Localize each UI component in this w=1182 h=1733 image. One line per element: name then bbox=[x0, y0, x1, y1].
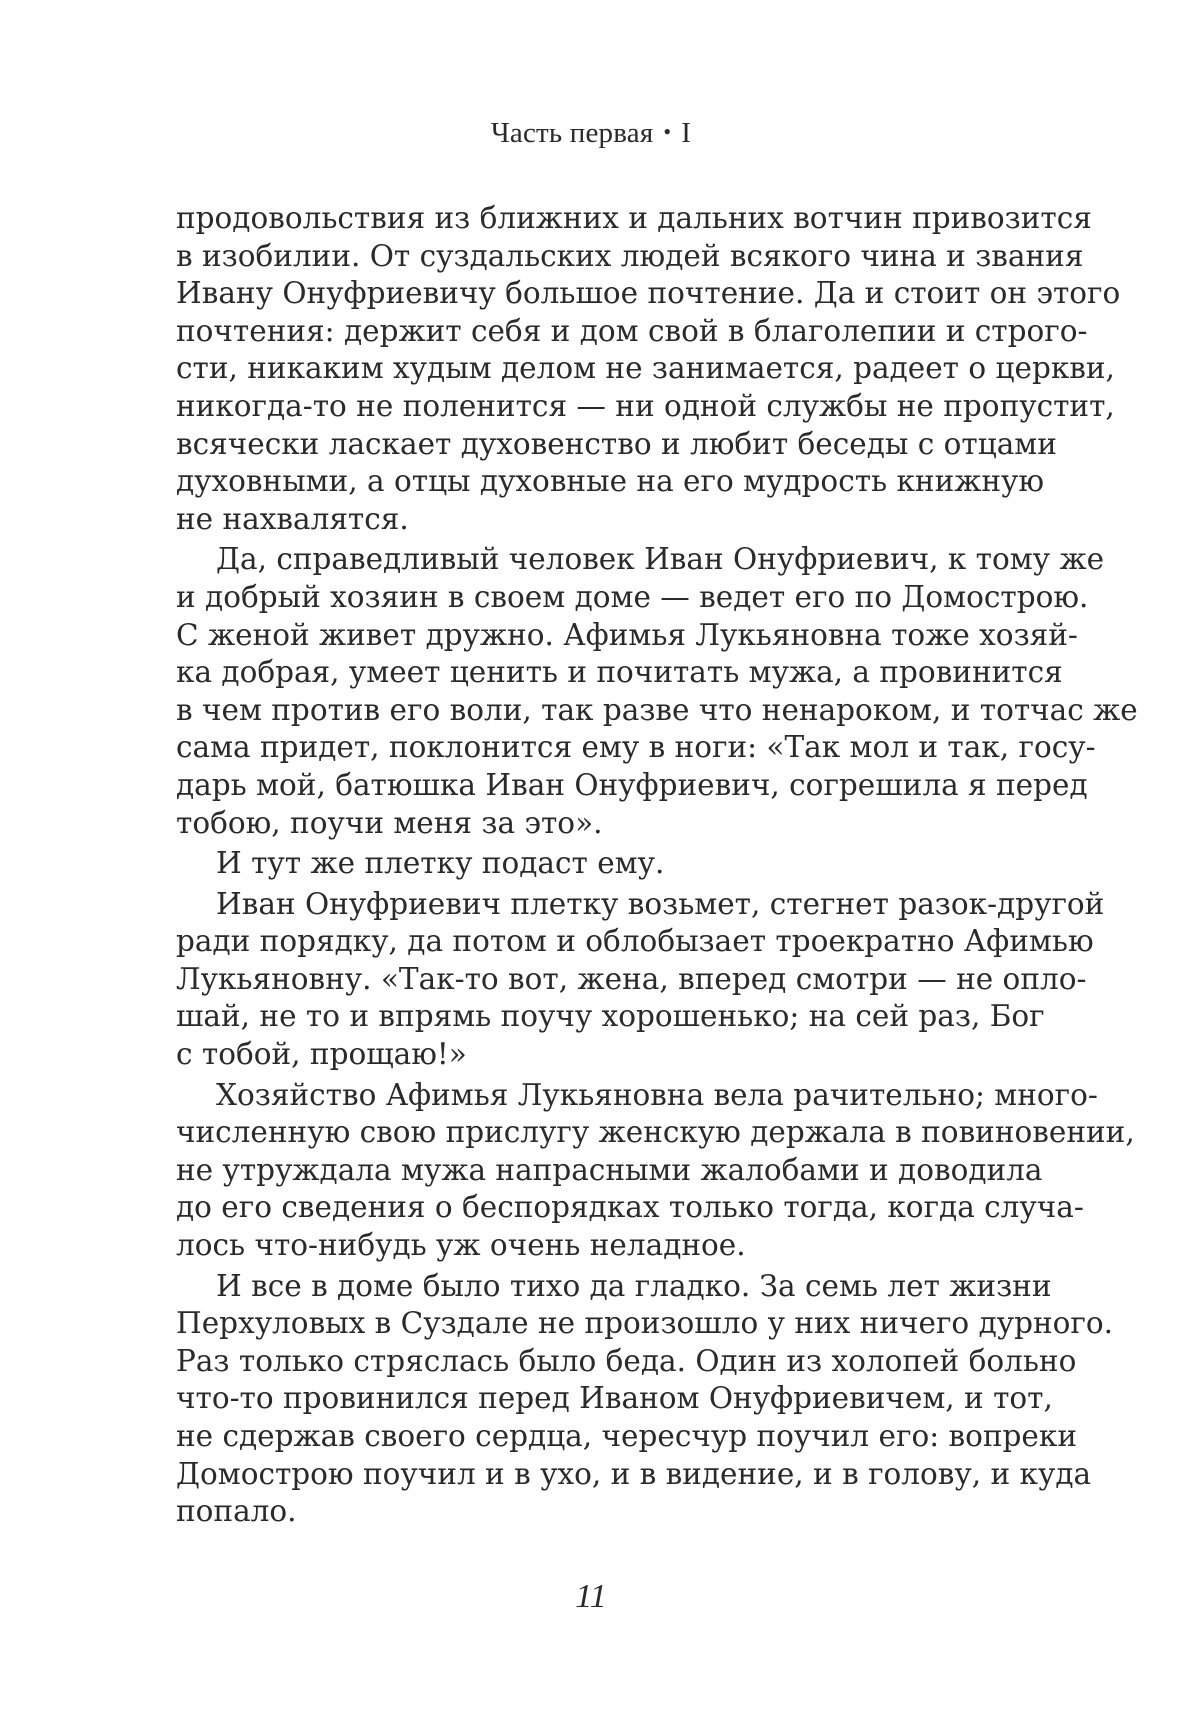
page-number: 11 bbox=[575, 1578, 607, 1615]
paragraph bbox=[176, 845, 1011, 883]
text-line: шай, не то и впрямь поучу хорошенько; на сей раз, Бог bbox=[176, 999, 1045, 1034]
text-line: Да, справедливый человек Иван Онуфриевич, к тому же bbox=[216, 542, 1105, 577]
running-head-chapter: I bbox=[681, 117, 692, 149]
paragraph bbox=[176, 1077, 1135, 1265]
text-line: попало. bbox=[176, 1494, 297, 1529]
running-head bbox=[0, 113, 1182, 155]
text-line: Домострою поучил и в ухо, и в видение, и в голову, и куда bbox=[176, 1456, 1092, 1491]
text-line: сти, никаким худым делом не занимается, радеет о церкви, bbox=[176, 351, 1115, 386]
paragraph bbox=[176, 541, 1138, 842]
text-line: с тобой, прощаю!» bbox=[176, 1037, 467, 1072]
text-line: не сдержав своего сердца, чересчур поучил его: вопреки bbox=[176, 1419, 1077, 1453]
text-line: что-то провинился перед Иваном Онуфриевичем, и тот, bbox=[176, 1381, 1053, 1416]
paragraph bbox=[176, 1268, 1113, 1531]
text-line: Иван Онуфриевич плетку возьмет, стегнет разок-другой bbox=[216, 886, 1105, 921]
text-line: Лукьяновну. «Так-то вот, жена, вперед смотри — не опло- bbox=[176, 961, 1087, 996]
text-line: Перхуловых в Суздале не произошло у них ничего дурного. bbox=[176, 1306, 1113, 1341]
text-line: численную свою прислугу женскую держала в повиновении, bbox=[176, 1115, 1135, 1150]
text-line: почтения: держит себя и дом свой в благолепии и строго- bbox=[176, 313, 1088, 348]
text-line: дарь мой, батюшка Иван Онуфриевич, согрешила я перед bbox=[176, 767, 1088, 802]
text-line: в чем против его воли, так разве что ненароком, и тотчас же bbox=[176, 692, 1138, 727]
text-line: ка добрая, умеет ценить и почитать мужа, а провинится bbox=[176, 655, 1063, 690]
text-line: никогда-то не поленится — ни одной службы не пропустит, bbox=[176, 388, 1115, 423]
text-line: тобою, поучи меня за это». bbox=[176, 805, 603, 840]
text-line: в изобилии. От суздальских людей всякого чина и звания bbox=[176, 238, 1084, 273]
text-line: И все в доме было тихо да гладко. За семь лет жизни bbox=[216, 1268, 1052, 1303]
text-line: сама придет, поклонится ему в ноги: «Так мол и так, госу- bbox=[176, 730, 1096, 765]
text-line: до его сведения о беспорядках только тогда, когда случа- bbox=[176, 1190, 1084, 1225]
running-head-part: Часть первая bbox=[490, 117, 654, 149]
running-head-separator: • bbox=[663, 119, 672, 144]
text-line: всячески ласкает духовенство и любит беседы с отцами bbox=[176, 426, 1057, 461]
text-line: продовольствия из ближних и дальних вотчин привозится bbox=[176, 201, 1092, 235]
text-line: ради порядку, да потом и облобызает троекратно Афимью bbox=[176, 924, 1094, 959]
text-line: лось что-нибудь уж очень неладное. bbox=[176, 1228, 746, 1263]
text-line: Хозяйство Афимья Лукьяновна вела рачительно; много- bbox=[216, 1077, 1098, 1112]
text-line: не нахвалятся. bbox=[176, 501, 409, 536]
paragraph bbox=[176, 886, 1105, 1074]
paragraph bbox=[176, 200, 1121, 538]
text-line: С женой живет дружно. Афимья Лукьяновна тоже хозяй- bbox=[176, 617, 1078, 652]
text-line: духовными, а отцы духовные на его мудрость книжную bbox=[176, 464, 1045, 499]
text-line: не утруждала мужа напрасными жалобами и доводила bbox=[176, 1152, 1043, 1187]
text-line: Раз только стряслась было беда. Один из холопей больно bbox=[176, 1343, 1077, 1378]
body-text bbox=[176, 200, 1138, 1531]
text-line: Ивану Онуфриевичу большое почтение. Да и стоит он этого bbox=[176, 276, 1121, 311]
text-line: И тут же плетку подаст ему. bbox=[216, 846, 665, 881]
text-line: и добрый хозяин в своем доме — ведет его по Домострою. bbox=[176, 579, 1089, 614]
